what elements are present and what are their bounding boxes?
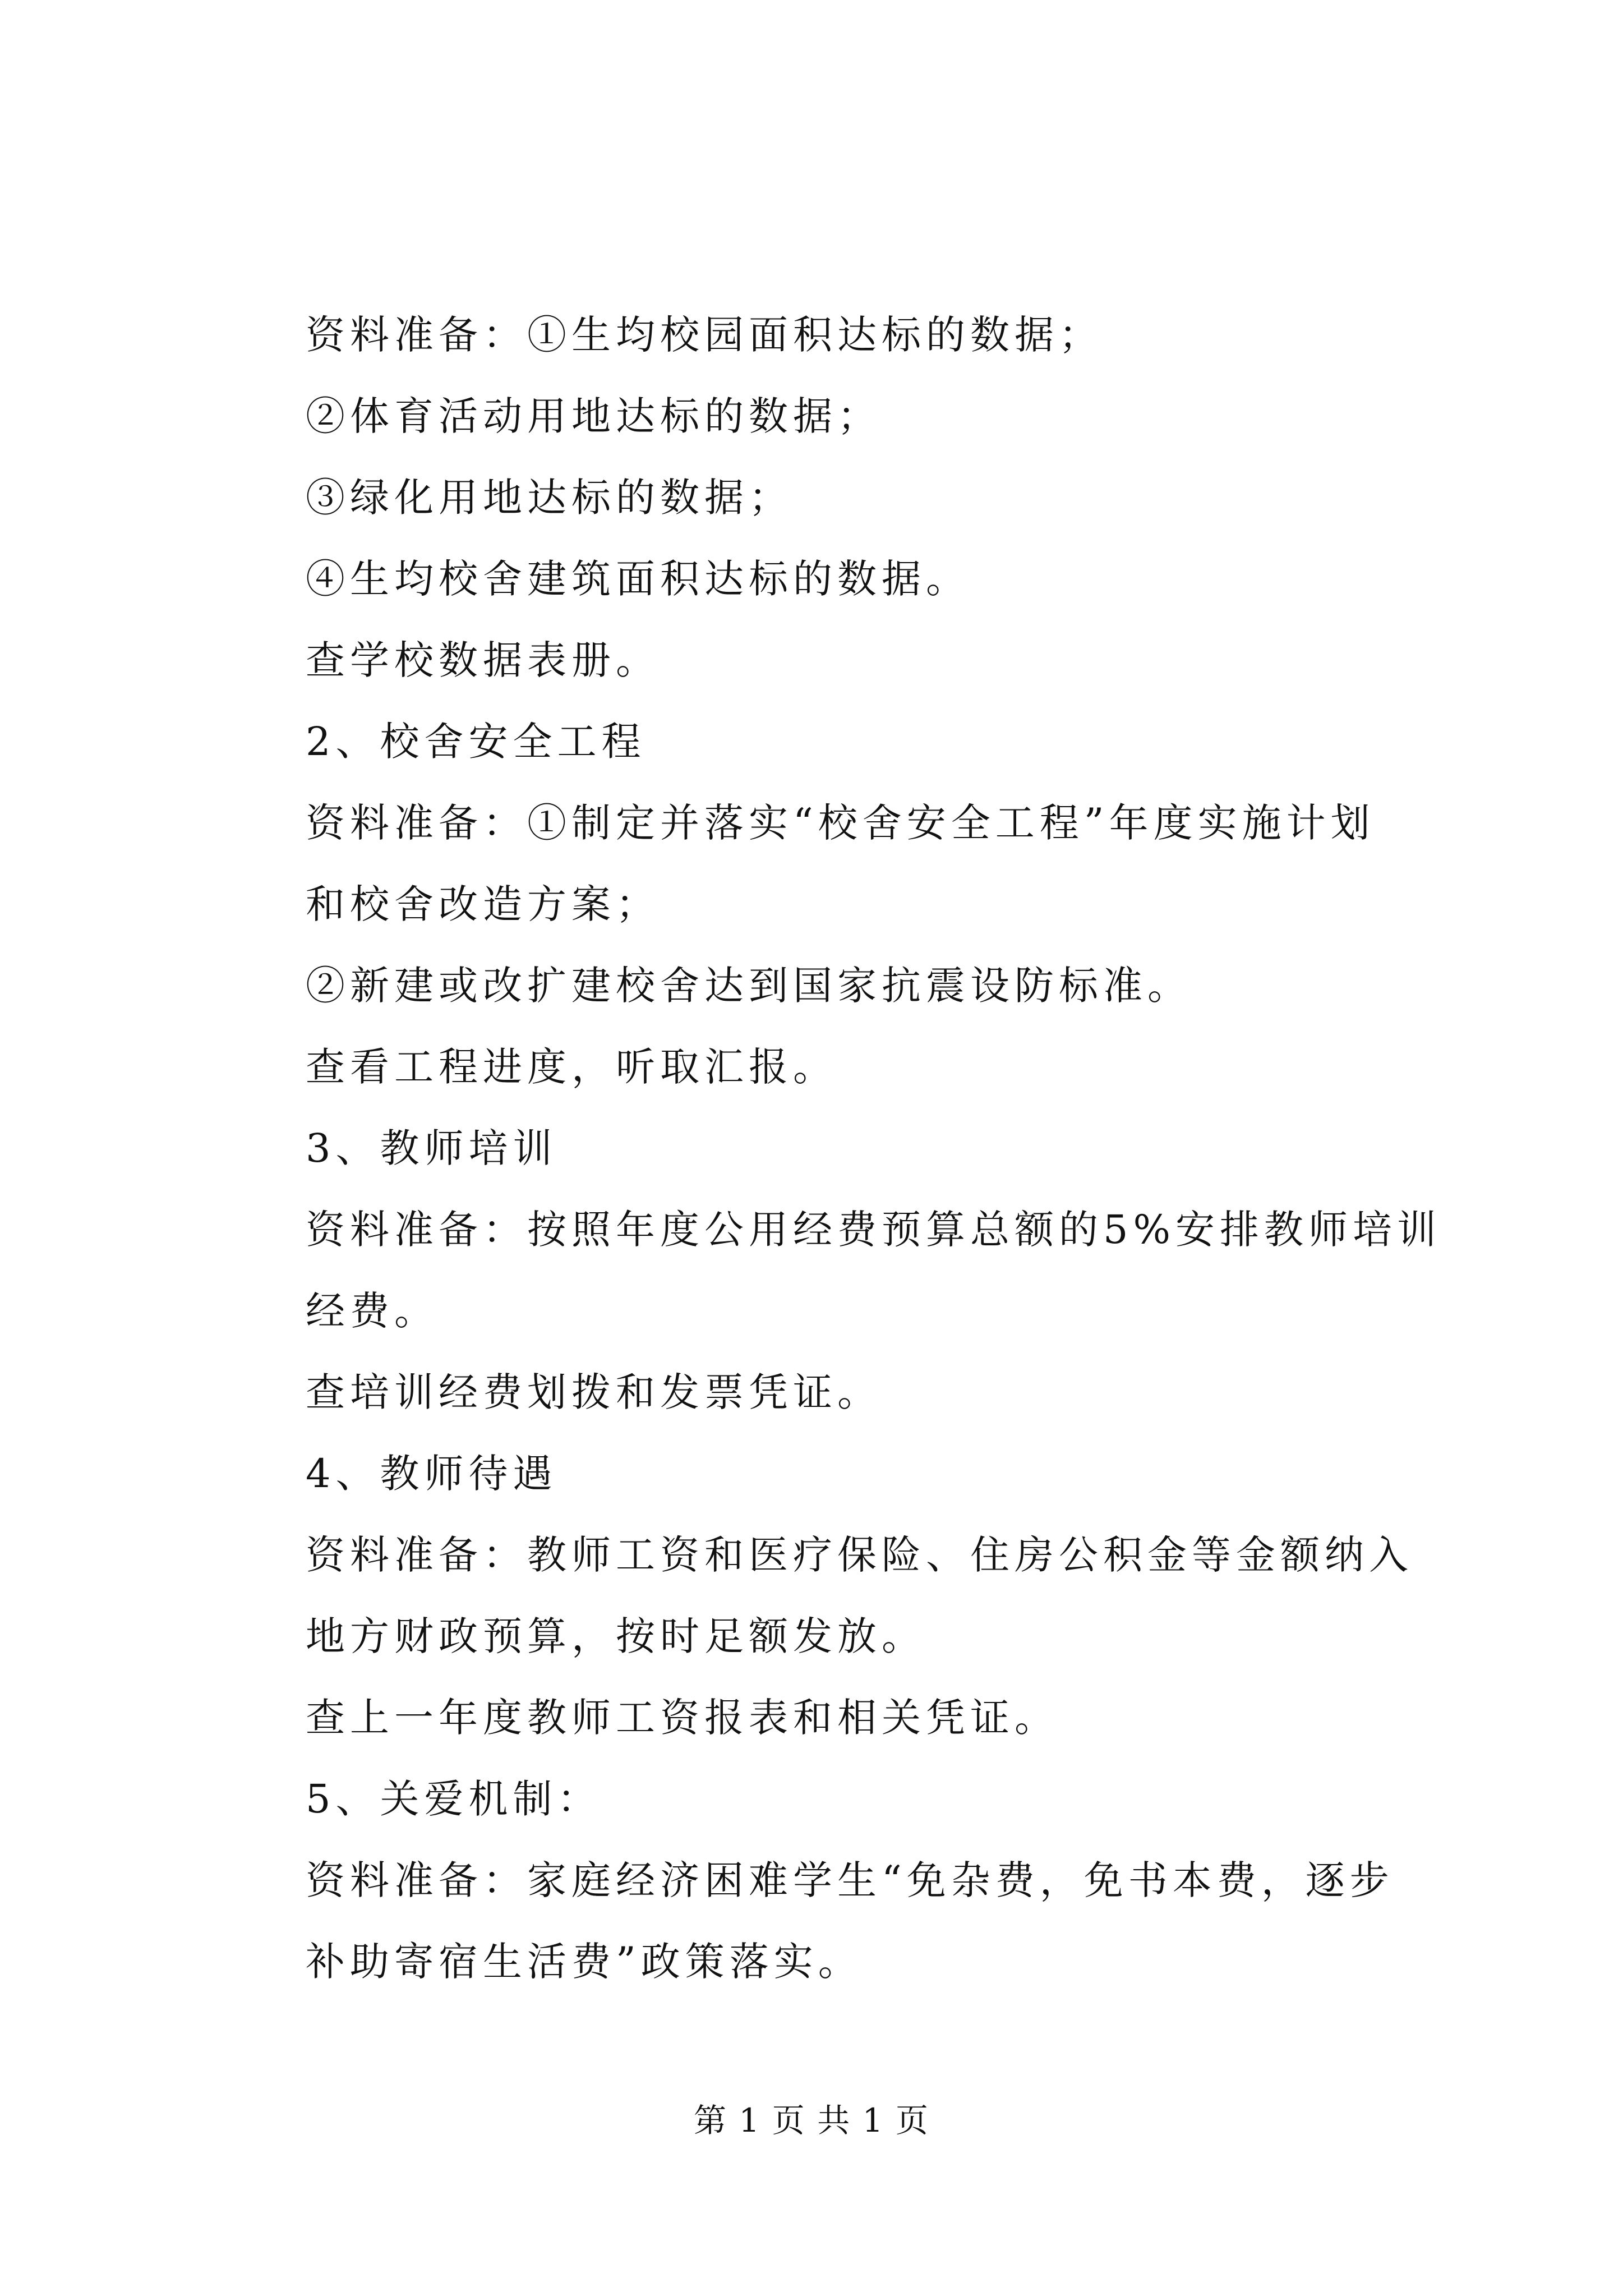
text-line: 资料准备：家庭经济困难学生“免杂费，免书本费，逐步 <box>306 1857 1394 1903</box>
text-line: 补助寄宿生活费”政策落实。 <box>306 1939 863 1985</box>
text-line: ②体育活动用地达标的数据； <box>306 393 882 439</box>
section-heading: 3、教师培训 <box>306 1125 557 1171</box>
page-footer <box>0 2098 1623 2143</box>
text-line: 地方财政预算，按时足额发放。 <box>306 1613 926 1659</box>
text-line: ②新建或改扩建校舍达到国家抗震设防标准。 <box>306 963 1192 1009</box>
text-line: 查培训经费划拨和发票凭证。 <box>306 1369 882 1415</box>
section-heading: 2、校舍安全工程 <box>306 719 646 765</box>
text-line: 查看工程进度，听取汇报。 <box>306 1044 837 1090</box>
text-line: 查学校数据表册。 <box>306 637 660 683</box>
section-heading: 5、关爱机制： <box>306 1776 602 1822</box>
section-heading: 4、教师待遇 <box>306 1451 557 1497</box>
document-body <box>306 295 1442 2003</box>
page-number-label: 第 1 页 共 1 页 <box>694 2101 929 2139</box>
text-line: 经费。 <box>306 1288 439 1334</box>
text-line: 资料准备：教师工资和医疗保险、住房公积金等金额纳入 <box>306 1532 1413 1578</box>
text-line: 和校舍改造方案； <box>306 881 660 927</box>
text-line: 查上一年度教师工资报表和相关凭证。 <box>306 1695 1059 1741</box>
text-line: 资料准备：①制定并落实“校舍安全工程”年度实施计划 <box>306 800 1375 846</box>
text-line: 资料准备：按照年度公用经费预算总额的5%安排教师培训 <box>306 1207 1442 1253</box>
text-line: ④生均校舍建筑面积达标的数据。 <box>306 556 970 602</box>
text-line: 资料准备：①生均校园面积达标的数据； <box>306 312 1103 358</box>
text-line: ③绿化用地达标的数据； <box>306 475 793 521</box>
